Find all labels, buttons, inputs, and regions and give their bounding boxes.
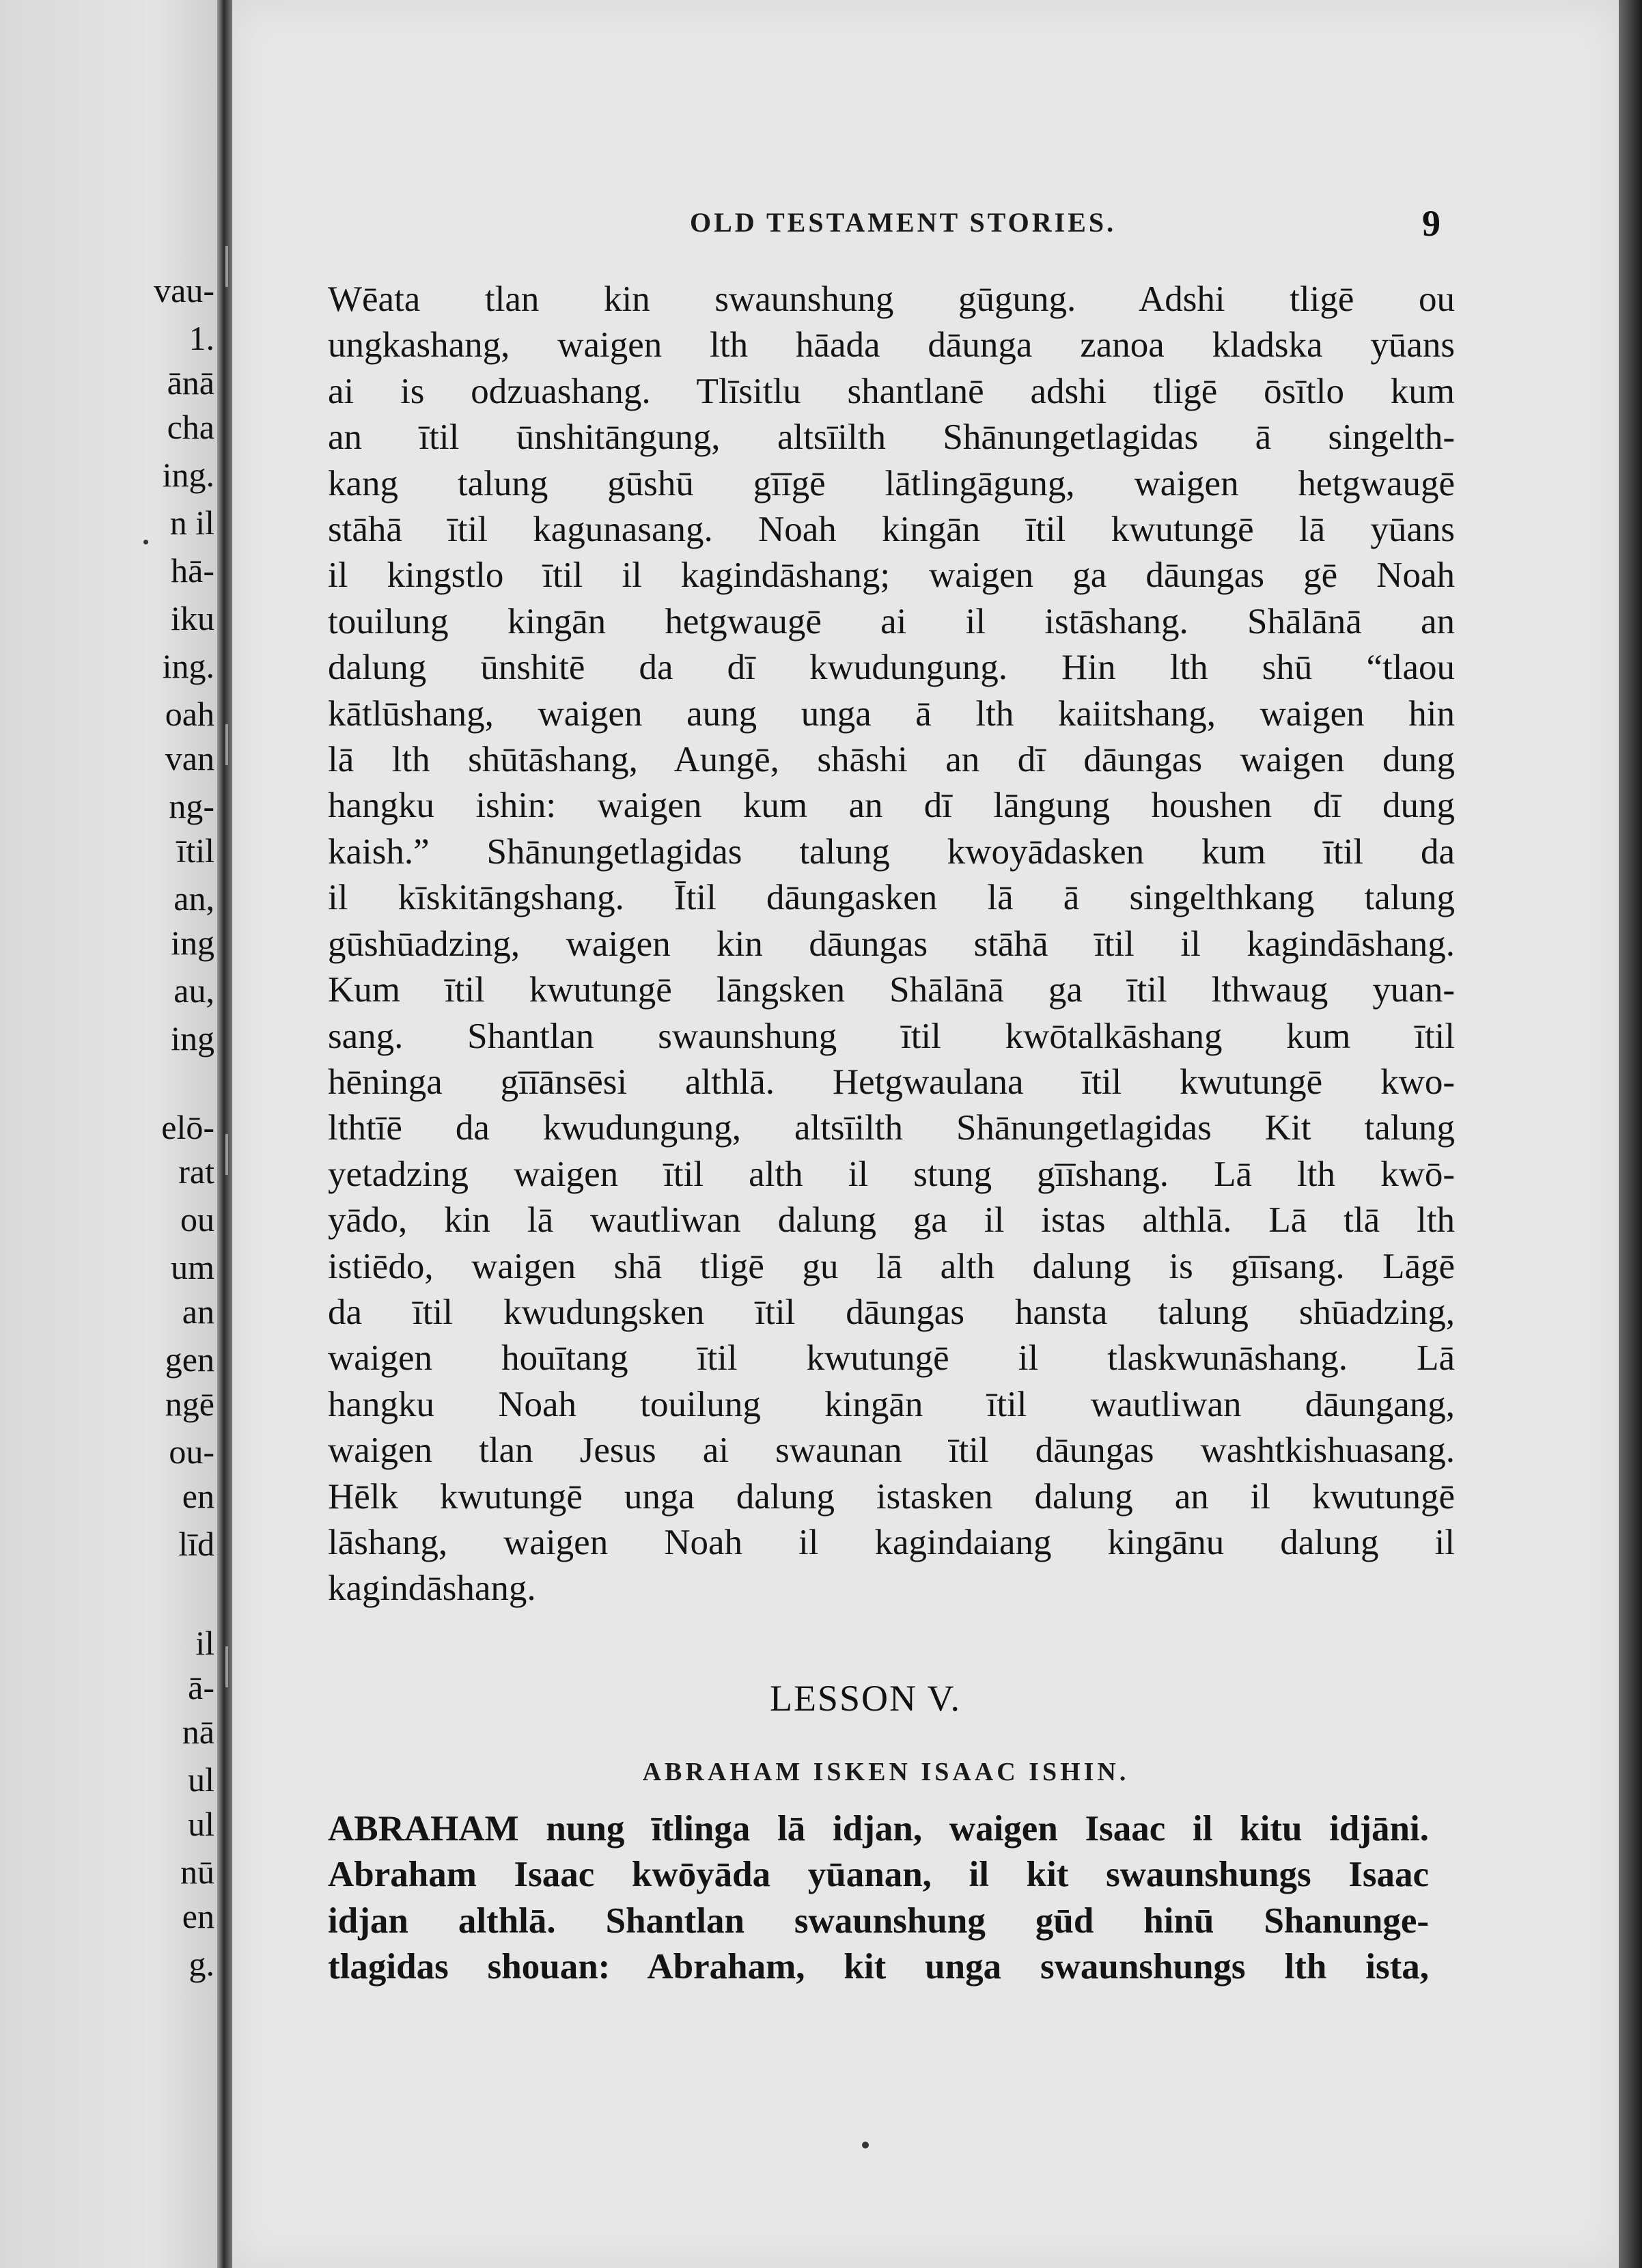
previous-page-line-fragment: g. <box>189 1945 214 1983</box>
previous-page-edge <box>0 0 217 2268</box>
lesson-text-line: ABRAHAM nung ītlinga lā idjan, waigen Isaac il kitu idjāni. <box>328 1809 1429 1849</box>
book-gutter <box>217 0 232 2268</box>
previous-page-line-fragment: ing. <box>162 647 214 685</box>
body-text-line: Hēlk kwutungē unga dalung istasken dalung an il kwutungē <box>328 1476 1455 1517</box>
previous-page-line-fragment: iku <box>171 599 214 637</box>
previous-page-line-fragment: nū <box>180 1853 214 1891</box>
previous-page-line-fragment: oah <box>165 695 214 733</box>
previous-page-line-fragment: au, <box>173 971 214 1010</box>
body-text-line: da ītil kwudungsken ītil dāungas hansta talung shūadzing, <box>328 1292 1455 1332</box>
body-text-line: yetadzing waigen ītil alth il stung gīīshang. Lā lth kwō- <box>328 1154 1455 1194</box>
body-text-line: ungkashang, waigen lth hāada dāunga zanoa kladska yūans <box>328 325 1455 365</box>
previous-page-line-fragment: an, <box>173 879 214 917</box>
previous-page-line-fragment: elō- <box>161 1108 214 1146</box>
body-text-line: Wēata tlan kin swaunshung gūgung. Adshi tligē ou <box>328 279 1455 319</box>
previous-page-line-fragment: van <box>165 739 214 777</box>
body-text-line: touilung kingān hetgwaugē ai il istāshang. Shālānā an <box>328 601 1455 641</box>
body-text-line: lā lth shūtāshang, Aungē, shāshi an dī dāungas waigen dung <box>328 740 1455 780</box>
previous-page-line-fragment: ānā <box>167 363 214 402</box>
previous-page-line-fragment: līd <box>178 1525 214 1563</box>
previous-page-line-fragment: an <box>182 1292 214 1331</box>
previous-page-line-fragment: rat <box>178 1152 214 1191</box>
body-text-line: kātlūshang, waigen aung unga ā lth kaiitshang, waigen hin <box>328 693 1455 734</box>
body-text-line: il kingstlo ītil il kagindāshang; waigen ga dāungas gē Noah <box>328 555 1455 596</box>
body-text-line: il kīskitāngshang. Ītil dāungasken lā ā singelthkang talung <box>328 878 1455 918</box>
body-text-line: kaish.” Shānungetlagidas talung kwoyādasken kum ītil da <box>328 831 1455 872</box>
previous-page-line-fragment: ou- <box>169 1433 214 1471</box>
lesson-heading: LESSON V. <box>769 1678 962 1719</box>
body-text-line: hangku ishin: waigen kum an dī lāngung houshen dī dung <box>328 786 1455 826</box>
lesson-body-text <box>328 1806 1429 1991</box>
body-text-line: hēninga gīīānsēsi althlā. Hetgwaulana ītil kwutungē kwo- <box>328 1062 1455 1102</box>
body-text-line: Kum ītil kwutungē lāngsken Shālānā ga ītil lthwaug yuan- <box>328 970 1455 1010</box>
page-number: 9 <box>1422 203 1441 244</box>
lesson-text-line: Abraham Isaac kwōyāda yūanan, il kit swaunshungs Isaac <box>328 1855 1429 1895</box>
previous-page-line-fragment: ngē <box>165 1385 214 1423</box>
margin-tick <box>225 1134 228 1175</box>
body-text-line: kang talung gūshū gīīgē lātlingāgung, waigen hetgwaugē <box>328 463 1455 503</box>
previous-page-line-fragment: il <box>195 1624 214 1662</box>
previous-page-line-fragment: n il <box>169 503 214 542</box>
margin-tick <box>225 724 228 765</box>
body-text-line: gūshūadzing, waigen kin dāungas stāhā ītil il kagindāshang. <box>328 924 1455 964</box>
previous-page-line-fragment: hā- <box>171 551 214 590</box>
previous-page-line-fragment: ā- <box>188 1668 214 1706</box>
ink-speck <box>862 2142 869 2148</box>
lesson-text-line: idjan althlā. Shantlan swaunshung gūd hinū Shanunge- <box>328 1900 1429 1941</box>
running-head: OLD TESTAMENT STORIES. <box>690 207 1117 238</box>
previous-page-line-fragment: gen <box>165 1340 214 1379</box>
body-text-line: ai is odzuashang. Tlīsitlu shantlanē adshi tligē ōsītlo kum <box>328 371 1455 411</box>
body-text-line: waigen tlan Jesus ai swaunan ītil dāungas washtkishuasang. <box>328 1430 1455 1471</box>
previous-page-line-fragment: en <box>182 1897 214 1935</box>
body-text-line: lthtīē da kwudungung, altsīilth Shānungetlagidas Kit talung <box>328 1108 1455 1148</box>
ink-speck <box>143 540 148 544</box>
previous-page-line-fragment: ing <box>171 1019 214 1057</box>
previous-page-line-fragment: ing <box>171 924 214 962</box>
body-text-line: waigen houītang ītil kwutungē il tlaskwunāshang. Lā <box>328 1338 1455 1379</box>
previous-page-line-fragment: vau- <box>154 271 214 309</box>
previous-page-line-fragment: ul <box>188 1805 214 1843</box>
lesson-subheading: ABRAHAM ISKEN ISAAC ISHIN. <box>642 1758 1130 1786</box>
previous-page-line-fragment: ītil <box>176 831 214 870</box>
lesson-text-line: tlagidas shouan: Abraham, kit unga swaunshungs lth ista, <box>328 1947 1429 1987</box>
body-text-line: lāshang, waigen Noah il kagindaiang kingānu dalung il <box>328 1522 1455 1562</box>
previous-page-line-fragment: en <box>182 1477 214 1515</box>
body-text-line: dalung ūnshitē da dī kwudungung. Hin lth shū “tlaou <box>328 648 1455 688</box>
margin-tick <box>225 1646 228 1687</box>
previous-page-line-fragment: ing. <box>162 456 214 494</box>
body-text-line: hangku Noah touilung kingān ītil wautliwan dāungang, <box>328 1384 1455 1424</box>
previous-page-line-fragment: um <box>171 1248 214 1286</box>
body-text-line: istiēdo, waigen shā tligē gu lā alth dalung is gīīsang. Lāgē <box>328 1246 1455 1286</box>
previous-page-line-fragment: nā <box>182 1713 214 1751</box>
previous-page-line-fragment: ng- <box>169 787 214 825</box>
body-text-line: stāhā ītil kagunasang. Noah kingān ītil kwutungē lā yūans <box>328 510 1455 550</box>
body-text-line: an ītil ūnshitāngung, altsīilth Shānungetlagidas ā singelth- <box>328 417 1455 458</box>
previous-page-line-fragment: cha <box>167 408 214 446</box>
margin-tick <box>225 246 228 287</box>
body-text-line: yādo, kin lā wautliwan dalung ga il istas althlā. Lā tlā lth <box>328 1200 1455 1241</box>
body-text-line: sang. Shantlan swaunshung ītil kwōtalkāshang kum ītil <box>328 1016 1455 1056</box>
previous-page-line-fragment: ou <box>180 1200 214 1239</box>
previous-page-line-fragment: 1. <box>189 319 214 357</box>
previous-page-line-fragment: ul <box>188 1760 214 1799</box>
body-text <box>328 277 1455 1612</box>
body-text-line: kagindāshang. <box>328 1568 536 1609</box>
page-edge-shadow <box>1619 0 1642 2268</box>
